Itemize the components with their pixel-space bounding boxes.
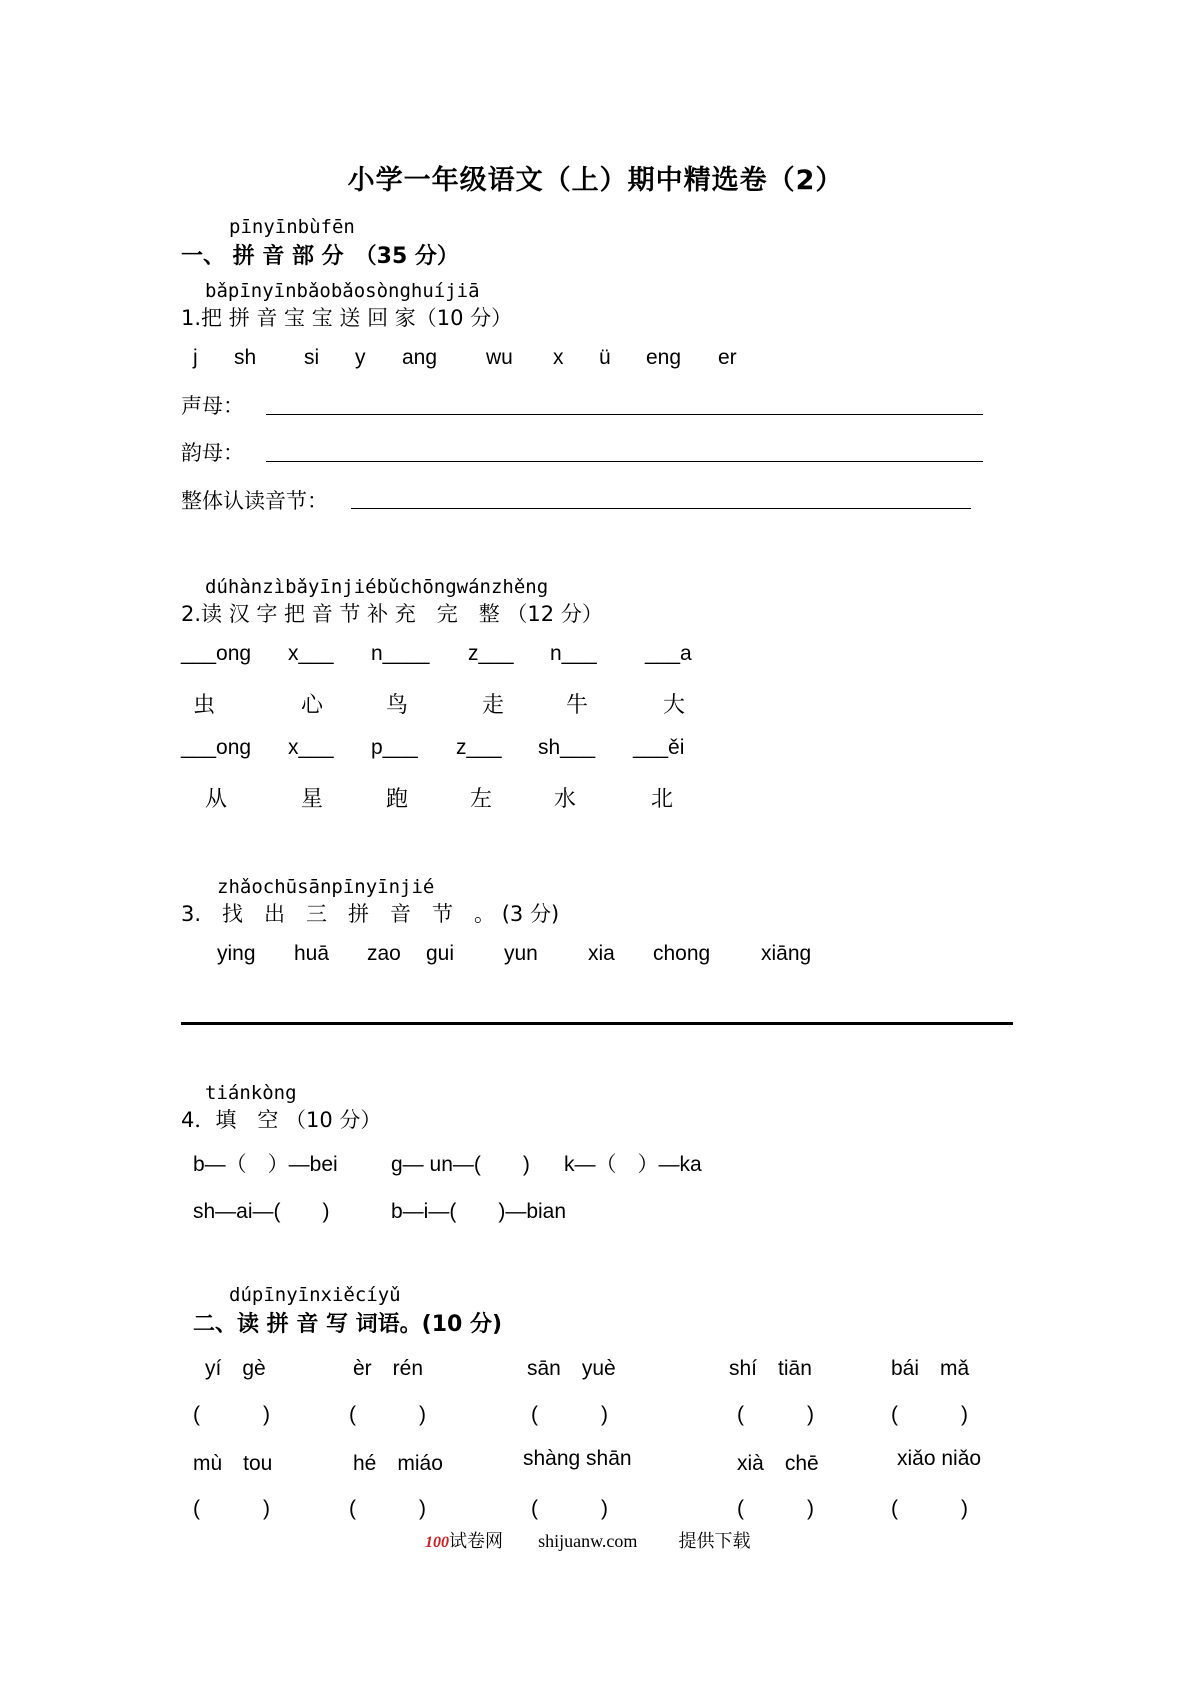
word-pinyin: mù tou <box>193 1452 273 1475</box>
word-pinyin: yí gè <box>205 1357 266 1380</box>
q4-blank[interactable]: b—i—( )—bian <box>391 1200 567 1223</box>
q2-syllable[interactable]: x___ <box>288 736 334 759</box>
word-pinyin: hé miáo <box>353 1452 443 1475</box>
answer-parentheses[interactable]: ( ) <box>349 1497 426 1520</box>
q1-item: j <box>193 346 198 369</box>
q2-character: 虫 <box>193 693 216 718</box>
q2-character: 跑 <box>386 787 409 812</box>
q2-heading: 2.读 汉 字 把 音 节 补 充 完 整 （12 分） <box>181 602 603 626</box>
q3-answer-line[interactable] <box>181 1022 1013 1025</box>
word-pinyin: xiǎo niǎo <box>897 1447 982 1470</box>
initials-answer-line[interactable] <box>266 414 983 415</box>
initials-label: 声母： <box>181 394 244 418</box>
q1-pinyin: bǎpīnyīnbǎobǎosònghuíjiā <box>205 280 480 302</box>
finals-answer-line[interactable] <box>266 461 983 462</box>
q3-syllable: chong <box>653 942 711 965</box>
footer-note: 提供下载 <box>678 1531 751 1551</box>
q2-syllable[interactable]: ___a <box>645 642 692 665</box>
q2-syllable[interactable]: z___ <box>456 736 502 759</box>
q3-syllable: huā <box>294 942 330 965</box>
q1-item: ü <box>599 346 611 369</box>
q2-pinyin: dúhànzìbǎyīnjiébǔchōngwánzhěng <box>205 576 549 598</box>
q2-syllable[interactable]: x___ <box>288 642 334 665</box>
q2-character: 鸟 <box>386 693 409 718</box>
q2-character: 北 <box>651 787 674 812</box>
site-logo: 100 <box>425 1534 449 1551</box>
whole-syllables-label: 整体认读音节： <box>181 489 328 513</box>
answer-parentheses[interactable]: ( ) <box>531 1497 608 1520</box>
q2-character: 牛 <box>566 693 589 718</box>
q2-character: 从 <box>205 787 228 812</box>
answer-parentheses[interactable]: ( ) <box>193 1403 270 1426</box>
q4-pinyin: tiánkòng <box>205 1082 297 1104</box>
site-url[interactable]: shijuanw.com <box>538 1531 638 1551</box>
whole-syllables-answer-line[interactable] <box>351 508 971 509</box>
page-title: 小学一年级语文（上）期中精选卷（2） <box>347 165 844 196</box>
q2-syllable[interactable]: p___ <box>371 736 418 759</box>
q2-character: 星 <box>301 787 324 812</box>
q1-item: ang <box>402 346 438 369</box>
answer-parentheses[interactable]: ( ) <box>891 1497 968 1520</box>
site-name: 试卷网 <box>449 1531 503 1551</box>
word-pinyin: xià chē <box>737 1452 819 1475</box>
q2-syllable[interactable]: sh___ <box>538 736 596 759</box>
section2-pinyin: dúpīnyīnxiěcíyǔ <box>229 1284 401 1306</box>
q4-blank[interactable]: g— un—( ) <box>391 1153 530 1176</box>
q1-heading: 1.把 拼 音 宝 宝 送 回 家（10 分） <box>181 306 513 330</box>
word-pinyin: bái mǎ <box>891 1357 970 1380</box>
finals-label: 韵母： <box>181 441 244 465</box>
q2-syllable[interactable]: z___ <box>468 642 514 665</box>
word-pinyin: èr rén <box>353 1357 424 1380</box>
q1-item: sh <box>234 346 257 369</box>
q2-syllable[interactable]: n___ <box>550 642 597 665</box>
q3-syllable: yun <box>504 942 538 965</box>
footer <box>425 1527 751 1553</box>
answer-parentheses[interactable]: ( ) <box>531 1403 608 1426</box>
word-pinyin: sān yuè <box>527 1357 616 1380</box>
q4-blank[interactable]: sh—ai—( ) <box>193 1200 330 1223</box>
section1-heading: 一、 拼 音 部 分 （35 分） <box>181 244 459 269</box>
q3-syllable: zao <box>367 942 401 965</box>
answer-parentheses[interactable]: ( ) <box>737 1403 814 1426</box>
q2-syllable[interactable]: n____ <box>371 642 430 665</box>
q2-character: 走 <box>482 693 505 718</box>
q2-syllable[interactable]: ___ong <box>181 642 252 665</box>
answer-parentheses[interactable]: ( ) <box>193 1497 270 1520</box>
section1-pinyin: pīnyīnbùfēn <box>229 216 355 238</box>
answer-parentheses[interactable]: ( ) <box>349 1403 426 1426</box>
word-pinyin: shàng shān <box>523 1447 632 1470</box>
q2-character: 大 <box>663 693 686 718</box>
q2-character: 心 <box>301 693 324 718</box>
q1-item: y <box>355 346 366 369</box>
q3-syllable: ying <box>217 942 256 965</box>
q1-item: wu <box>486 346 513 369</box>
q1-item: si <box>304 346 320 369</box>
section2-heading: 二、读 拼 音 写 词语。(10 分) <box>193 1312 503 1337</box>
q2-character: 水 <box>554 787 577 812</box>
q1-item: x <box>553 346 564 369</box>
q1-item: er <box>718 346 737 369</box>
q2-syllable[interactable]: ___ěi <box>633 736 685 759</box>
q3-syllable: xia <box>588 942 615 965</box>
q3-pinyin: zhǎochūsānpīnyīnjié <box>217 876 435 898</box>
q3-syllable: gui <box>426 942 455 965</box>
q4-blank[interactable]: k—（ ）—ka <box>564 1153 702 1176</box>
answer-parentheses[interactable]: ( ) <box>891 1403 968 1426</box>
q2-syllable[interactable]: ___ong <box>181 736 252 759</box>
q3-heading: 3. 找 出 三 拼 音 节 。 (3 分) <box>181 902 560 926</box>
q4-heading: 4．填 空 （10 分） <box>181 1108 382 1132</box>
q1-item: eng <box>646 346 682 369</box>
word-pinyin: shí tiān <box>729 1357 812 1380</box>
q2-character: 左 <box>470 787 493 812</box>
answer-parentheses[interactable]: ( ) <box>737 1497 814 1520</box>
q3-syllable: xiāng <box>761 942 812 965</box>
q4-blank[interactable]: b—（ ）—bei <box>193 1153 338 1176</box>
